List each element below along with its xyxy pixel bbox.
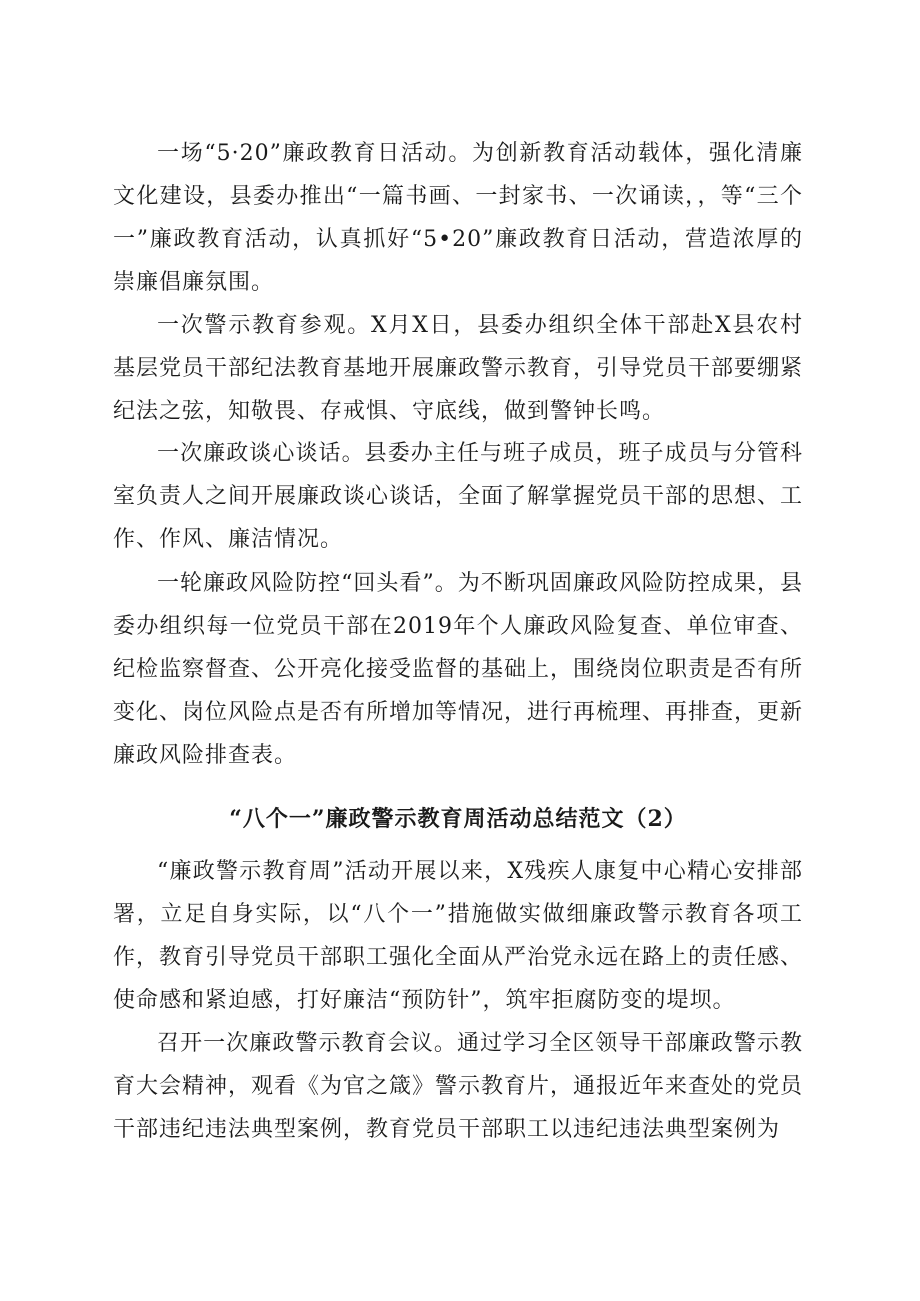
- paragraph-warning-visit: 一次警示教育参观。X月X日，县委办组织全体干部赴X县农村基层党员干部纪法教育基地开展廉政警示教育，引导党员干部要绷紧纪法之弦，知敬畏、存戒惧、守底线，做到警钟长鸣。: [113, 313, 804, 424]
- paragraph-520-education-day: 一场“5·20”廉政教育日活动。为创新教育活动载体，强化清廉文化建设，县委办推出“一篇书画、一封家书、一次诵读，，等“三个一”廉政教育活动，认真抓好“5•20”廉政教育日活动，营造浓厚的崇廉倡廉氛围。: [113, 141, 803, 295]
- paragraph-education-week-intro: “廉政警示教育周”活动开展以来，X残疾人康复中心精心安排部署，立足自身实际，以“八个一”措施做实做细廉政警示教育各项工作，教育引导党员干部职工强化全面从严治党永远在路上的责任感、使命感和紧迫感，打好廉洁“预防针”，筑牢拒腐防变的堤坝。: [113, 859, 804, 1013]
- paragraph-warning-meeting: 召开一次廉政警示教育会议。通过学习全区领导干部廉政警示教育大会精神，观看《为官之箴》警示教育片，通报近年来查处的党员干部违纪违法典型案例，教育党员干部职工以违纪违法典型案例为: [113, 1031, 804, 1142]
- paragraph-heart-talk: 一次廉政谈心谈话。县委办主任与班子成员，班子成员与分管科室负责人之间开展廉政谈心谈话，全面了解掌握党员干部的思想、工作、作风、廉洁情况。: [113, 441, 804, 552]
- paragraph-risk-review: 一轮廉政风险防控“回头看”。为不断巩固廉政风险防控成果，县委办组织每一位党员干部在2019年个人廉政风险复查、单位审查、纪检监察督查、公开亮化接受监督的基础上，围绕岗位职责是否有所变化、岗位风险点是否有所增加等情况，进行再梳理、再排查，更新廉政风险排查表。: [113, 571, 804, 768]
- section-heading: “八个一”廉政警示教育周活动总结范文（2）: [229, 806, 687, 832]
